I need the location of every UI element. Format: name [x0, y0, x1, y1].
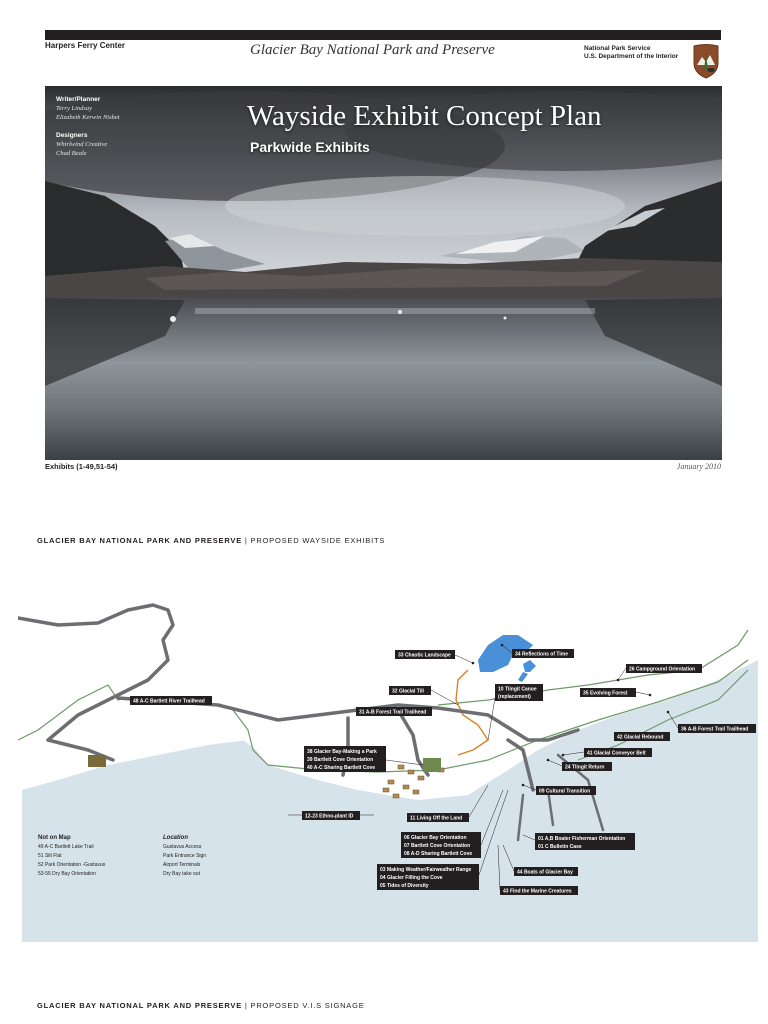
legend-nom-2: 51 Silt Flat: [38, 853, 62, 859]
designer-name-1: Whirlwind Creative: [56, 141, 108, 148]
exhibits-range: Exhibits (1-49,51-54): [45, 462, 118, 471]
small-lake: [523, 660, 536, 672]
label-43: 43 Find the Marine Creatures: [503, 888, 572, 895]
label-31: 31 A-B Forest Trail Trailhead: [359, 709, 427, 716]
lake-outlet: [518, 672, 528, 682]
main-title: Wayside Exhibit Concept Plan: [247, 100, 602, 132]
writer-name-1: Terry Lindsay: [56, 105, 93, 112]
label-41: 41 Glacial Conveyor Belt: [587, 750, 646, 757]
agency-line-1: National Park Service: [584, 45, 651, 52]
label-11: 11 Living Off the Land: [410, 815, 463, 822]
credits-block: [56, 95, 120, 158]
label-04: 04 Glacier Filling the Cove: [380, 875, 443, 881]
west-facility-building: [88, 755, 106, 767]
nps-arrowhead-logo: [692, 43, 720, 79]
agency-line-2: U.S. Department of the Interior: [584, 53, 679, 60]
section-heading-signage: [37, 1001, 365, 1010]
legend-loc-1: Gustavus Access: [163, 844, 202, 850]
section-heading-rest-2: | PROPOSED V.I.S SIGNAGE: [242, 1001, 365, 1010]
label-42: 42 Glacial Rebound: [617, 734, 664, 741]
trail-west: [18, 685, 128, 740]
label-03: 03 Making Weather/Fairweather Range: [380, 867, 472, 873]
label-10: 10 Tlingit Canoe: [498, 686, 537, 693]
legend-not-on-map: Not on Map: [38, 835, 71, 841]
designers-label: Designers: [56, 132, 88, 139]
label-08: 08 A-D Sharing Bartlett Cove: [404, 851, 473, 857]
writer-name-2: Elizabeth Kerwin Nisbet: [56, 114, 120, 121]
section-heading-bold-2: GLACIER BAY NATIONAL PARK AND PRESERVE: [37, 1001, 243, 1010]
section-heading-rest: | PROPOSED WAYSIDE EXHIBITS: [242, 536, 386, 545]
label-12: 12-23 Ethno-plant ID: [305, 813, 354, 820]
legend-loc-4: Dry Bay take out: [163, 871, 200, 877]
park-title: Glacier Bay National Park and Preserve: [250, 42, 495, 58]
designer-name-2: Chad Beale: [56, 150, 87, 157]
label-05: 05 Tides of Diversity: [380, 883, 429, 889]
sub-title: Parkwide Exhibits: [250, 139, 370, 155]
legend-nom-1: 49 A-C Bartlett Lake Trail: [38, 844, 94, 850]
publication-date: January 2010: [676, 462, 721, 471]
section-heading-bold: GLACIER BAY NATIONAL PARK AND PRESERVE: [37, 536, 243, 545]
label-38: 38 Glacier Bay-Making a Park: [307, 749, 377, 755]
label-01: 01 A,B Boater Fisherman Orientation: [538, 836, 626, 842]
writer-label: Writer/Planner: [56, 96, 101, 103]
label-40: 40 A-C Sharing Bartlett Cove: [307, 765, 376, 771]
label-07: 07 Bartlett Cove Orientation: [404, 843, 471, 849]
road-main: [18, 605, 173, 760]
section-heading-wayside: [37, 536, 385, 545]
legend-nom-4: 53-55 Dry Bay Orientation: [38, 871, 96, 877]
visitor-center-building: [423, 758, 441, 772]
cover-photo: [45, 86, 722, 460]
label-35: 35 Evolving Forest: [583, 690, 628, 697]
label-10-note: (replacement): [498, 694, 531, 700]
label-36: 36 A-B Forest Trail Trailhead: [681, 726, 749, 733]
label-48: 48 A-C Bartlett River Trailhead: [133, 698, 205, 705]
legend-loc-2: Park Entrance Sign: [163, 853, 207, 859]
label-32: 32 Glacial Till: [392, 688, 424, 695]
legend-loc-3: Airport Terminals: [163, 862, 201, 868]
wayside-exhibits-map: [18, 590, 758, 950]
center-name: Harpers Ferry Center: [45, 41, 126, 50]
label-26: 26 Campground Orientation: [629, 666, 696, 673]
label-34: 34 Reflections of Time: [515, 651, 568, 658]
label-44: 44 Boats of Glacier Bay: [517, 869, 573, 876]
label-01c: 01 C Bulletin Case: [538, 844, 582, 850]
header-bar: [45, 30, 721, 40]
legend-location: Location: [163, 835, 188, 841]
legend-nom-3: 52 Park Orientation -Gustavus: [38, 862, 106, 868]
label-24: 24 Tlingit Return: [565, 764, 605, 771]
label-33: 33 Chaotic Landscape: [398, 652, 451, 659]
label-06: 06 Glacier Bay Orientation: [404, 835, 467, 841]
agency-block: [584, 45, 678, 61]
glacier-landscape-image: [45, 86, 722, 460]
label-39: 39 Bartlett Cove Orientation: [307, 757, 374, 763]
label-09: 09 Cultural Transition: [539, 788, 591, 795]
